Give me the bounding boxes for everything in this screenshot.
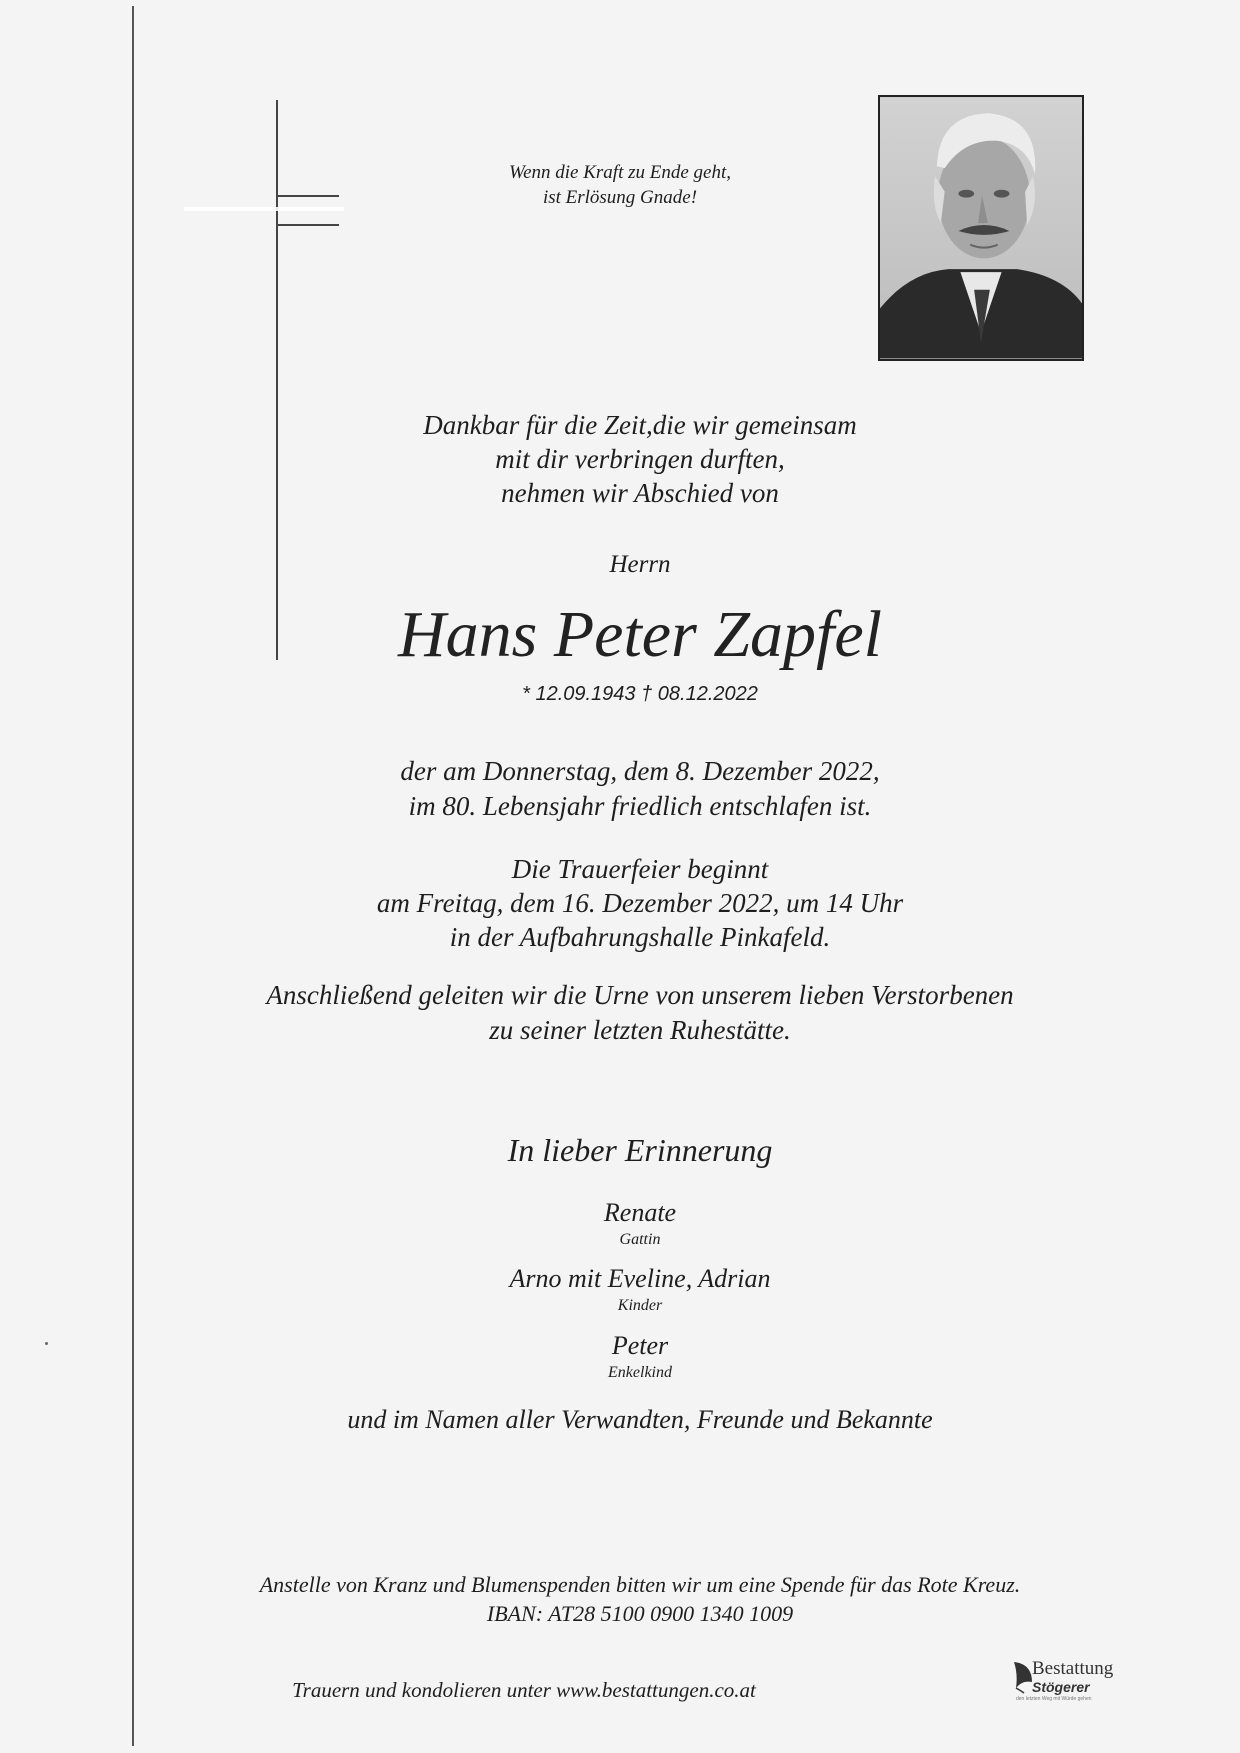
donation-request [20,1570,1240,1628]
cross-arm-upper [276,195,339,197]
intro-text [20,408,1240,510]
life-dates: * 12.09.1943 † 08.12.2022 [522,683,758,705]
logo-tagline: den letzten Weg mit Würde gehen [1016,1696,1092,1702]
urn-notice-line: zu seiner letzten Ruhestätte. [489,1015,791,1045]
cross-arm-lower [276,224,339,226]
ceremony-line: Die Trauerfeier beginnt [511,854,769,884]
leaf-logo-icon [1012,1660,1034,1694]
condolence-link[interactable]: Trauern und kondolieren unter www.bestattungen.co.at [292,1678,756,1702]
mourner-role: Kinder [617,1297,663,1314]
memory-heading: In lieber Erinnerung [507,1132,773,1168]
intro-line: Dankbar für die Zeit,die wir gemeinsam [423,410,857,440]
funeral-home-logo [1012,1658,1130,1708]
mourner-role: Enkelkind [608,1364,672,1381]
intro-line: mit dir verbringen durften, [495,444,785,474]
ceremony-info [20,852,1240,954]
mourner-name: Peter [611,1331,669,1360]
motto-line: Wenn die Kraft zu Ende geht, [509,162,731,183]
intro-line: nehmen wir Abschied von [501,478,779,508]
ceremony-line: in der Aufbahrungshalle Pinkafeld. [449,922,831,952]
urn-notice-line: Anschließend geleiten wir die Urne von unserem lieben Verstorbenen [266,980,1014,1010]
portrait-icon [880,97,1082,359]
ceremony-line: am Freitag, dem 16. Dezember 2022, um 14 Uhr [376,888,904,918]
mourner-name: Arno mit Eveline, Adrian [509,1264,771,1293]
portrait-photo [878,95,1084,361]
death-notice-line: der am Donnerstag, dem 8. Dezember 2022, [400,756,880,786]
urn-notice [20,978,1240,1048]
donation-line: Anstelle von Kranz und Blumenspenden bitten wir um eine Spende für das Rote Kreuz. [259,1572,1021,1597]
death-notice [20,754,1240,824]
deceased-name: Hans Peter Zapfel [398,598,882,671]
mourner-name: Renate [603,1198,677,1227]
motto-line: ist Erlösung Gnade! [542,187,698,208]
cross-glow [184,207,344,211]
iban-line: IBAN: AT28 5100 0900 1340 1009 [486,1601,794,1626]
closing-line: und im Namen aller Verwandten, Freunde und Bekannte [347,1405,933,1434]
motto [470,160,770,210]
scan-speck [45,1342,48,1345]
logo-title: Bestattung [1032,1658,1114,1679]
mourner-role: Gattin [619,1231,661,1248]
death-notice-line: im 80. Lebensjahr friedlich entschlafen ist. [408,791,872,821]
salutation: Herrn [609,551,671,578]
logo-subtitle: Stögerer [1032,1679,1090,1695]
